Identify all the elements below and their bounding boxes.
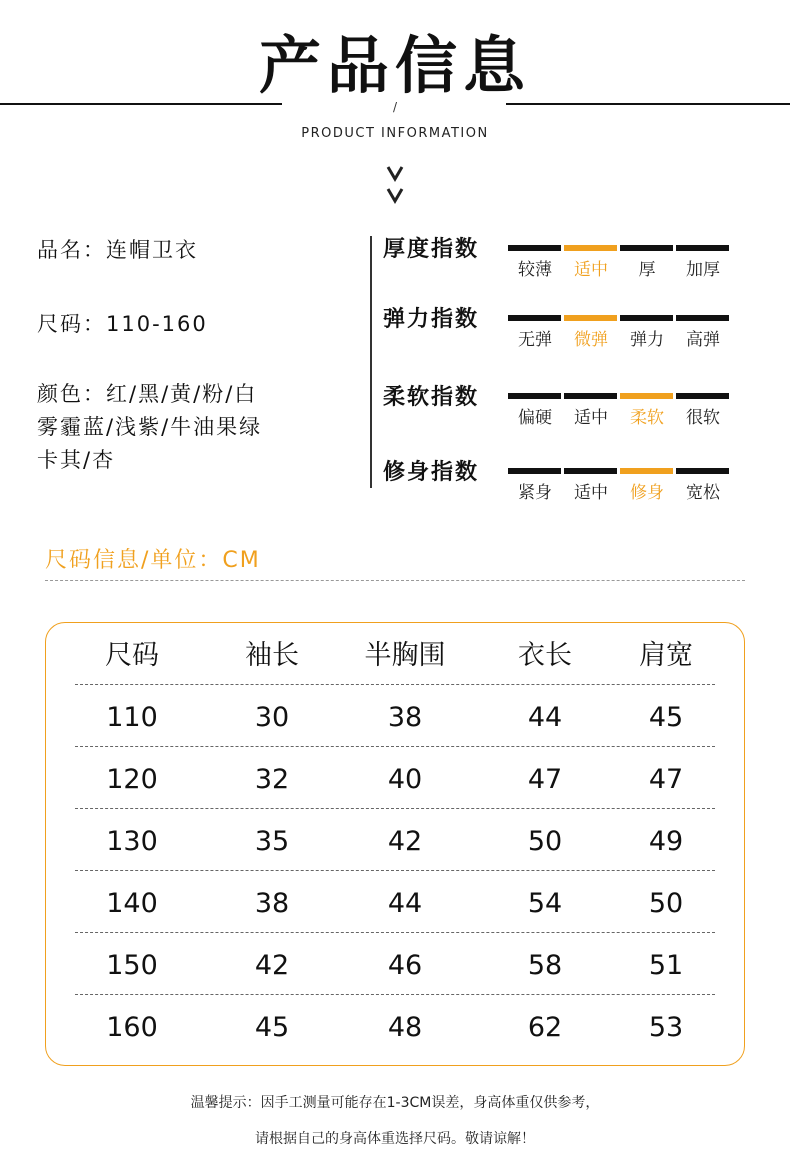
header-slash: / bbox=[392, 100, 398, 114]
index-level-label: 很软 bbox=[686, 408, 720, 428]
table-cell: 50 bbox=[648, 888, 684, 919]
index-level-label: 加厚 bbox=[686, 260, 720, 280]
table-cell: 50 bbox=[527, 826, 563, 857]
table-row-divider bbox=[75, 684, 715, 685]
table-cell: 130 bbox=[106, 826, 158, 857]
index-level-label: 适中 bbox=[574, 483, 608, 503]
product-color-line: 雾霾蓝/浅紫/牛油果绿 bbox=[37, 415, 263, 439]
double-chevron-down-icon bbox=[386, 165, 404, 211]
index-level-label: 适中 bbox=[574, 260, 608, 280]
index-bar-segment bbox=[564, 468, 617, 474]
table-header-cell: 肩宽 bbox=[639, 640, 693, 671]
size-section-title: 尺码信息/单位：CM bbox=[45, 548, 261, 573]
index-level-label: 偏硬 bbox=[518, 408, 552, 428]
footer-note: 温馨提示：因手工测量可能存在1-3CM误差，身高体重仅供参考， bbox=[190, 1095, 600, 1111]
table-cell: 30 bbox=[254, 702, 290, 733]
table-cell: 35 bbox=[254, 826, 290, 857]
index-bar-segment bbox=[508, 245, 561, 251]
table-row-divider bbox=[75, 870, 715, 871]
index-bar-segment bbox=[676, 393, 729, 399]
table-cell: 45 bbox=[648, 702, 684, 733]
index-level-label: 修身 bbox=[630, 483, 664, 503]
product-name-label: 品名： bbox=[37, 238, 106, 262]
index-bar-segment bbox=[620, 315, 673, 321]
table-row-divider bbox=[75, 746, 715, 747]
table-cell: 160 bbox=[106, 1012, 158, 1043]
product-size bbox=[37, 308, 208, 341]
page-subtitle: PRODUCT INFORMATION bbox=[301, 126, 489, 141]
table-cell: 51 bbox=[648, 950, 684, 981]
table-cell: 54 bbox=[527, 888, 563, 919]
product-size-label: 尺码： bbox=[37, 312, 106, 336]
index-title: 弹力指数 bbox=[383, 307, 480, 332]
table-row-divider bbox=[75, 932, 715, 933]
index-bar-segment bbox=[508, 393, 561, 399]
index-bar-segment bbox=[564, 315, 617, 321]
table-cell: 40 bbox=[387, 764, 423, 795]
index-level-label: 弹力 bbox=[630, 330, 664, 350]
table-cell: 48 bbox=[387, 1012, 423, 1043]
product-color-line: 卡其/杏 bbox=[37, 448, 116, 472]
product-colors bbox=[37, 378, 262, 477]
index-bar-segment bbox=[508, 315, 561, 321]
table-header-cell: 袖长 bbox=[245, 640, 299, 671]
table-row-divider bbox=[75, 994, 715, 995]
table-cell: 49 bbox=[648, 826, 684, 857]
vertical-divider bbox=[370, 236, 372, 488]
table-cell: 46 bbox=[387, 950, 423, 981]
table-cell: 42 bbox=[387, 826, 423, 857]
index-level-label: 适中 bbox=[574, 408, 608, 428]
product-name bbox=[37, 234, 198, 267]
table-cell: 47 bbox=[527, 764, 563, 795]
index-level-label: 宽松 bbox=[686, 483, 720, 503]
index-bar-segment bbox=[620, 393, 673, 399]
index-title: 修身指数 bbox=[383, 460, 480, 485]
index-level-label: 无弹 bbox=[518, 330, 552, 350]
index-level-label: 紧身 bbox=[518, 483, 552, 503]
index-bar-segment bbox=[620, 245, 673, 251]
table-cell: 44 bbox=[387, 888, 423, 919]
index-level-label: 柔软 bbox=[630, 408, 664, 428]
section-divider bbox=[45, 580, 745, 581]
table-cell: 38 bbox=[387, 702, 423, 733]
index-bar-segment bbox=[564, 393, 617, 399]
table-cell: 53 bbox=[648, 1012, 684, 1043]
table-cell: 150 bbox=[106, 950, 158, 981]
index-title: 厚度指数 bbox=[383, 237, 480, 262]
index-bar-segment bbox=[508, 468, 561, 474]
table-cell: 32 bbox=[254, 764, 290, 795]
footer-note: 请根据自己的身高体重选择尺码。敬请谅解！ bbox=[255, 1131, 535, 1147]
table-cell: 38 bbox=[254, 888, 290, 919]
table-row-divider bbox=[75, 808, 715, 809]
index-bar-segment bbox=[676, 245, 729, 251]
product-size-value: 110-160 bbox=[106, 312, 208, 336]
table-header-cell: 半胸围 bbox=[364, 640, 446, 671]
index-level-label: 较薄 bbox=[518, 260, 552, 280]
table-header-cell: 尺码 bbox=[105, 640, 159, 671]
index-level-label: 微弹 bbox=[574, 330, 608, 350]
index-bar-segment bbox=[620, 468, 673, 474]
product-color-line: 红/黑/黄/粉/白 bbox=[106, 382, 258, 406]
product-color-label: 颜色： bbox=[37, 382, 106, 406]
product-name-value: 连帽卫衣 bbox=[106, 238, 198, 262]
index-bar-segment bbox=[564, 245, 617, 251]
table-cell: 110 bbox=[106, 702, 158, 733]
table-header-cell: 衣长 bbox=[518, 640, 572, 671]
table-cell: 120 bbox=[106, 764, 158, 795]
table-cell: 47 bbox=[648, 764, 684, 795]
table-cell: 44 bbox=[527, 702, 563, 733]
index-level-label: 高弹 bbox=[686, 330, 720, 350]
table-cell: 140 bbox=[106, 888, 158, 919]
table-cell: 58 bbox=[527, 950, 563, 981]
table-cell: 45 bbox=[254, 1012, 290, 1043]
index-title: 柔软指数 bbox=[383, 385, 480, 410]
index-level-label: 厚 bbox=[638, 260, 656, 280]
index-bar-segment bbox=[676, 468, 729, 474]
table-cell: 62 bbox=[527, 1012, 563, 1043]
index-bar-segment bbox=[676, 315, 729, 321]
table-cell: 42 bbox=[254, 950, 290, 981]
page-title: 产品信息 bbox=[258, 29, 531, 102]
